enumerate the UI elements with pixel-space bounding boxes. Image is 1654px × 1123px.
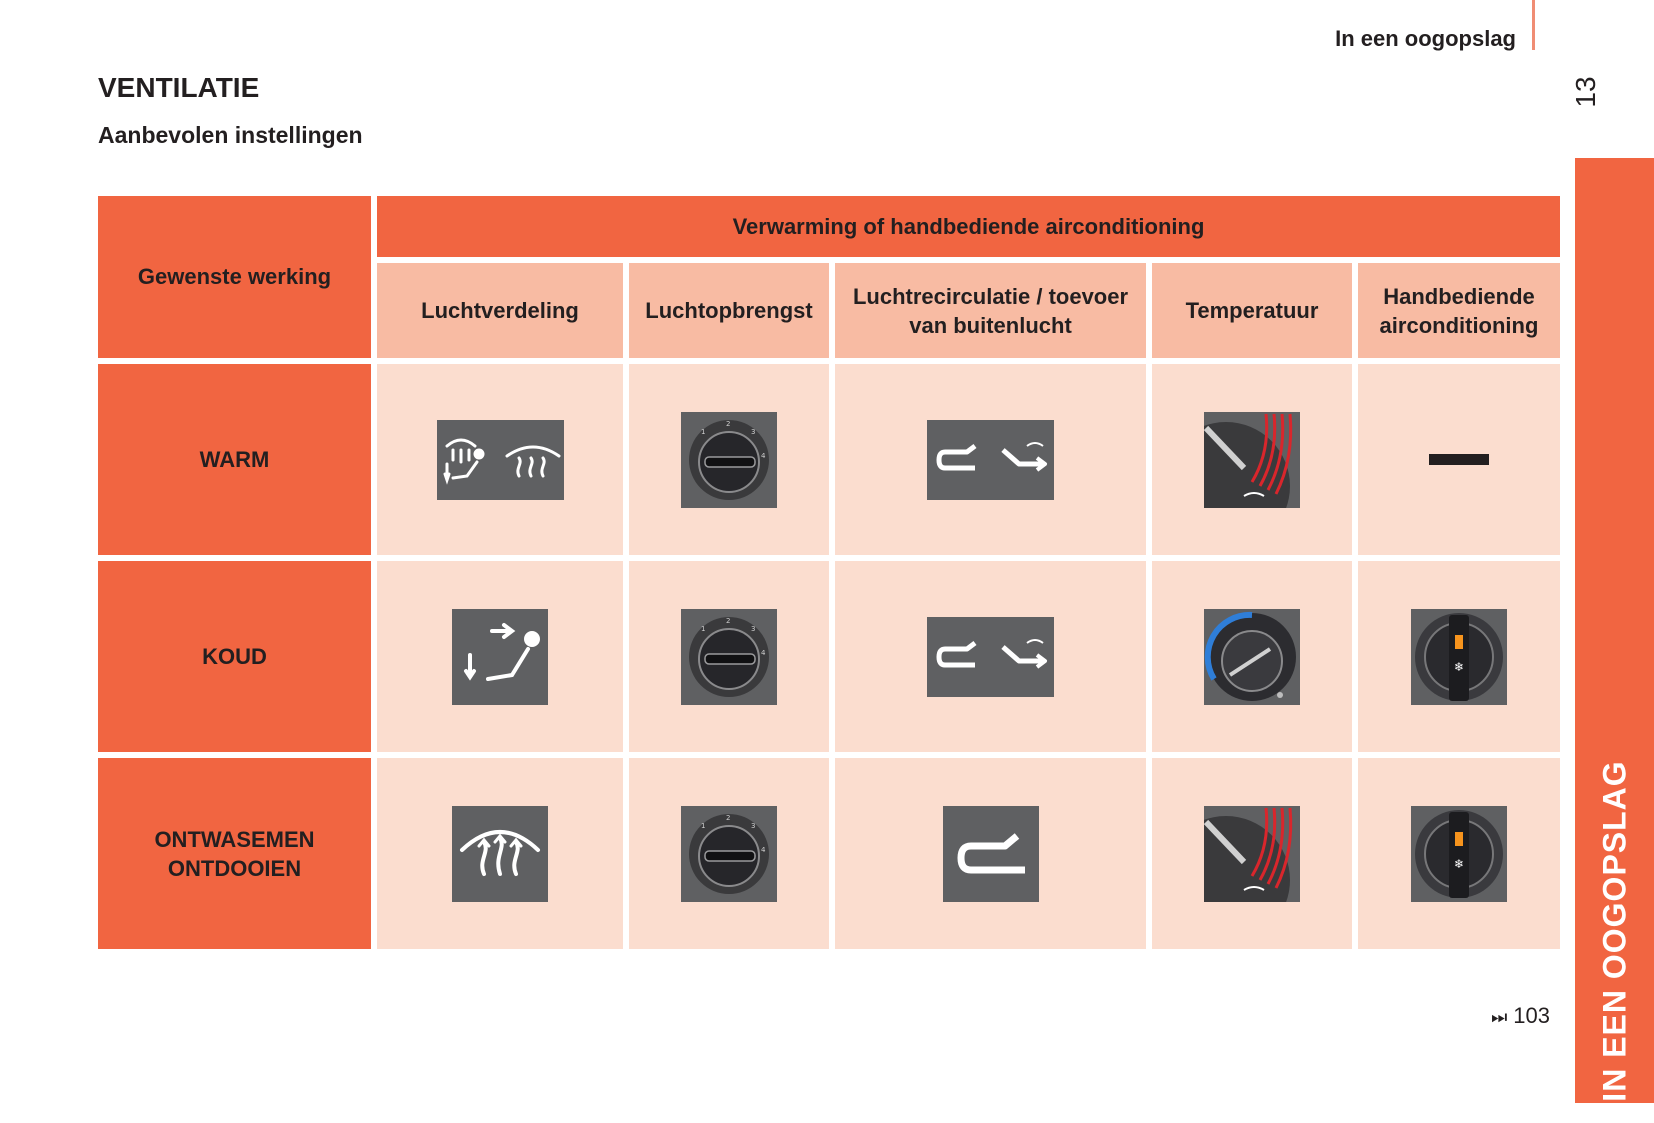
table-cell (1358, 758, 1560, 949)
svg-text:2: 2 (726, 813, 731, 822)
column-header-manual-ac: Handbediende airconditioning (1358, 263, 1560, 358)
recirculation-icon (943, 806, 1039, 902)
temperature-dial-cold-icon (1204, 609, 1300, 705)
svg-text:1: 1 (701, 821, 706, 830)
header-divider (1532, 0, 1535, 50)
svg-text:❄: ❄ (1453, 856, 1465, 871)
table-cell (629, 364, 829, 555)
svg-text:1: 1 (701, 427, 706, 436)
svg-text:3: 3 (751, 821, 756, 830)
column-header-temperature: Temperatuur (1152, 263, 1352, 358)
svg-text:3: 3 (751, 624, 756, 633)
face-vent-distribution-icon (452, 609, 548, 705)
temperature-dial-hot-icon (1204, 806, 1300, 902)
svg-text:❄: ❄ (1453, 659, 1465, 674)
fan-speed-dial-icon (681, 609, 777, 705)
table-cell (1358, 561, 1560, 752)
svg-text:4: 4 (761, 648, 766, 657)
row-label-demist-defrost (98, 758, 371, 949)
table-cell (629, 758, 829, 949)
section-title: VENTILATIE (98, 72, 260, 103)
section-subtitle: Aanbevolen instellingen (98, 122, 363, 148)
feet-and-windscreen-distribution-icon (437, 420, 564, 500)
table-cell (377, 758, 623, 949)
row-label-cold: KOUD (98, 561, 371, 752)
table-cell (835, 561, 1146, 752)
svg-text:4: 4 (761, 451, 766, 460)
header-heating-ac: Verwarming of handbediende airconditioning (377, 196, 1560, 257)
table-cell (1152, 561, 1352, 752)
table-cell (377, 561, 623, 752)
table-cell (629, 561, 829, 752)
windscreen-demist-icon (452, 806, 548, 902)
svg-text:2: 2 (726, 616, 731, 625)
running-header: In een oogopslag (1335, 26, 1516, 51)
ac-dial-icon (1411, 609, 1507, 705)
svg-text:3: 3 (751, 427, 756, 436)
temperature-dial-hot-icon (1204, 412, 1300, 508)
column-header-air-flow: Luchtopbrengst (629, 263, 829, 358)
table-cell (1152, 364, 1352, 555)
svg-text:2: 2 (726, 419, 731, 428)
recirculation-and-outside-air-icon (927, 420, 1054, 500)
svg-text:4: 4 (761, 845, 766, 854)
not-applicable-dash (1429, 454, 1489, 465)
page-number: 13 (1570, 76, 1601, 108)
reference-page-number: 103 (1513, 1003, 1550, 1028)
skip-forward-icon: ⏭ (1491, 1007, 1508, 1027)
recommended-settings-table (98, 196, 1560, 949)
column-header-recirculation: Luchtrecirculatie / toevoer van buitenlucht (835, 263, 1146, 358)
row-label-demist: ONTWASEMEN ONTDOOIEN (154, 826, 315, 881)
chapter-tab-label: IN EEN OOGOPSLAG (1596, 760, 1633, 1102)
recirculation-and-outside-air-icon (927, 617, 1054, 697)
svg-text:1: 1 (701, 624, 706, 633)
table-cell (835, 364, 1146, 555)
table-cell (1152, 758, 1352, 949)
header-desired-function: Gewenste werking (98, 196, 371, 358)
table-cell (835, 758, 1146, 949)
chapter-side-tab (1575, 158, 1654, 1103)
page-reference[interactable] (1440, 1003, 1550, 1029)
table-cell (377, 364, 623, 555)
ac-dial-icon (1411, 806, 1507, 902)
fan-speed-dial-icon (681, 412, 777, 508)
table-cell (1358, 364, 1560, 555)
column-header-air-distribution: Luchtverdeling (377, 263, 623, 358)
row-label-warm: WARM (98, 364, 371, 555)
fan-speed-dial-icon (681, 806, 777, 902)
